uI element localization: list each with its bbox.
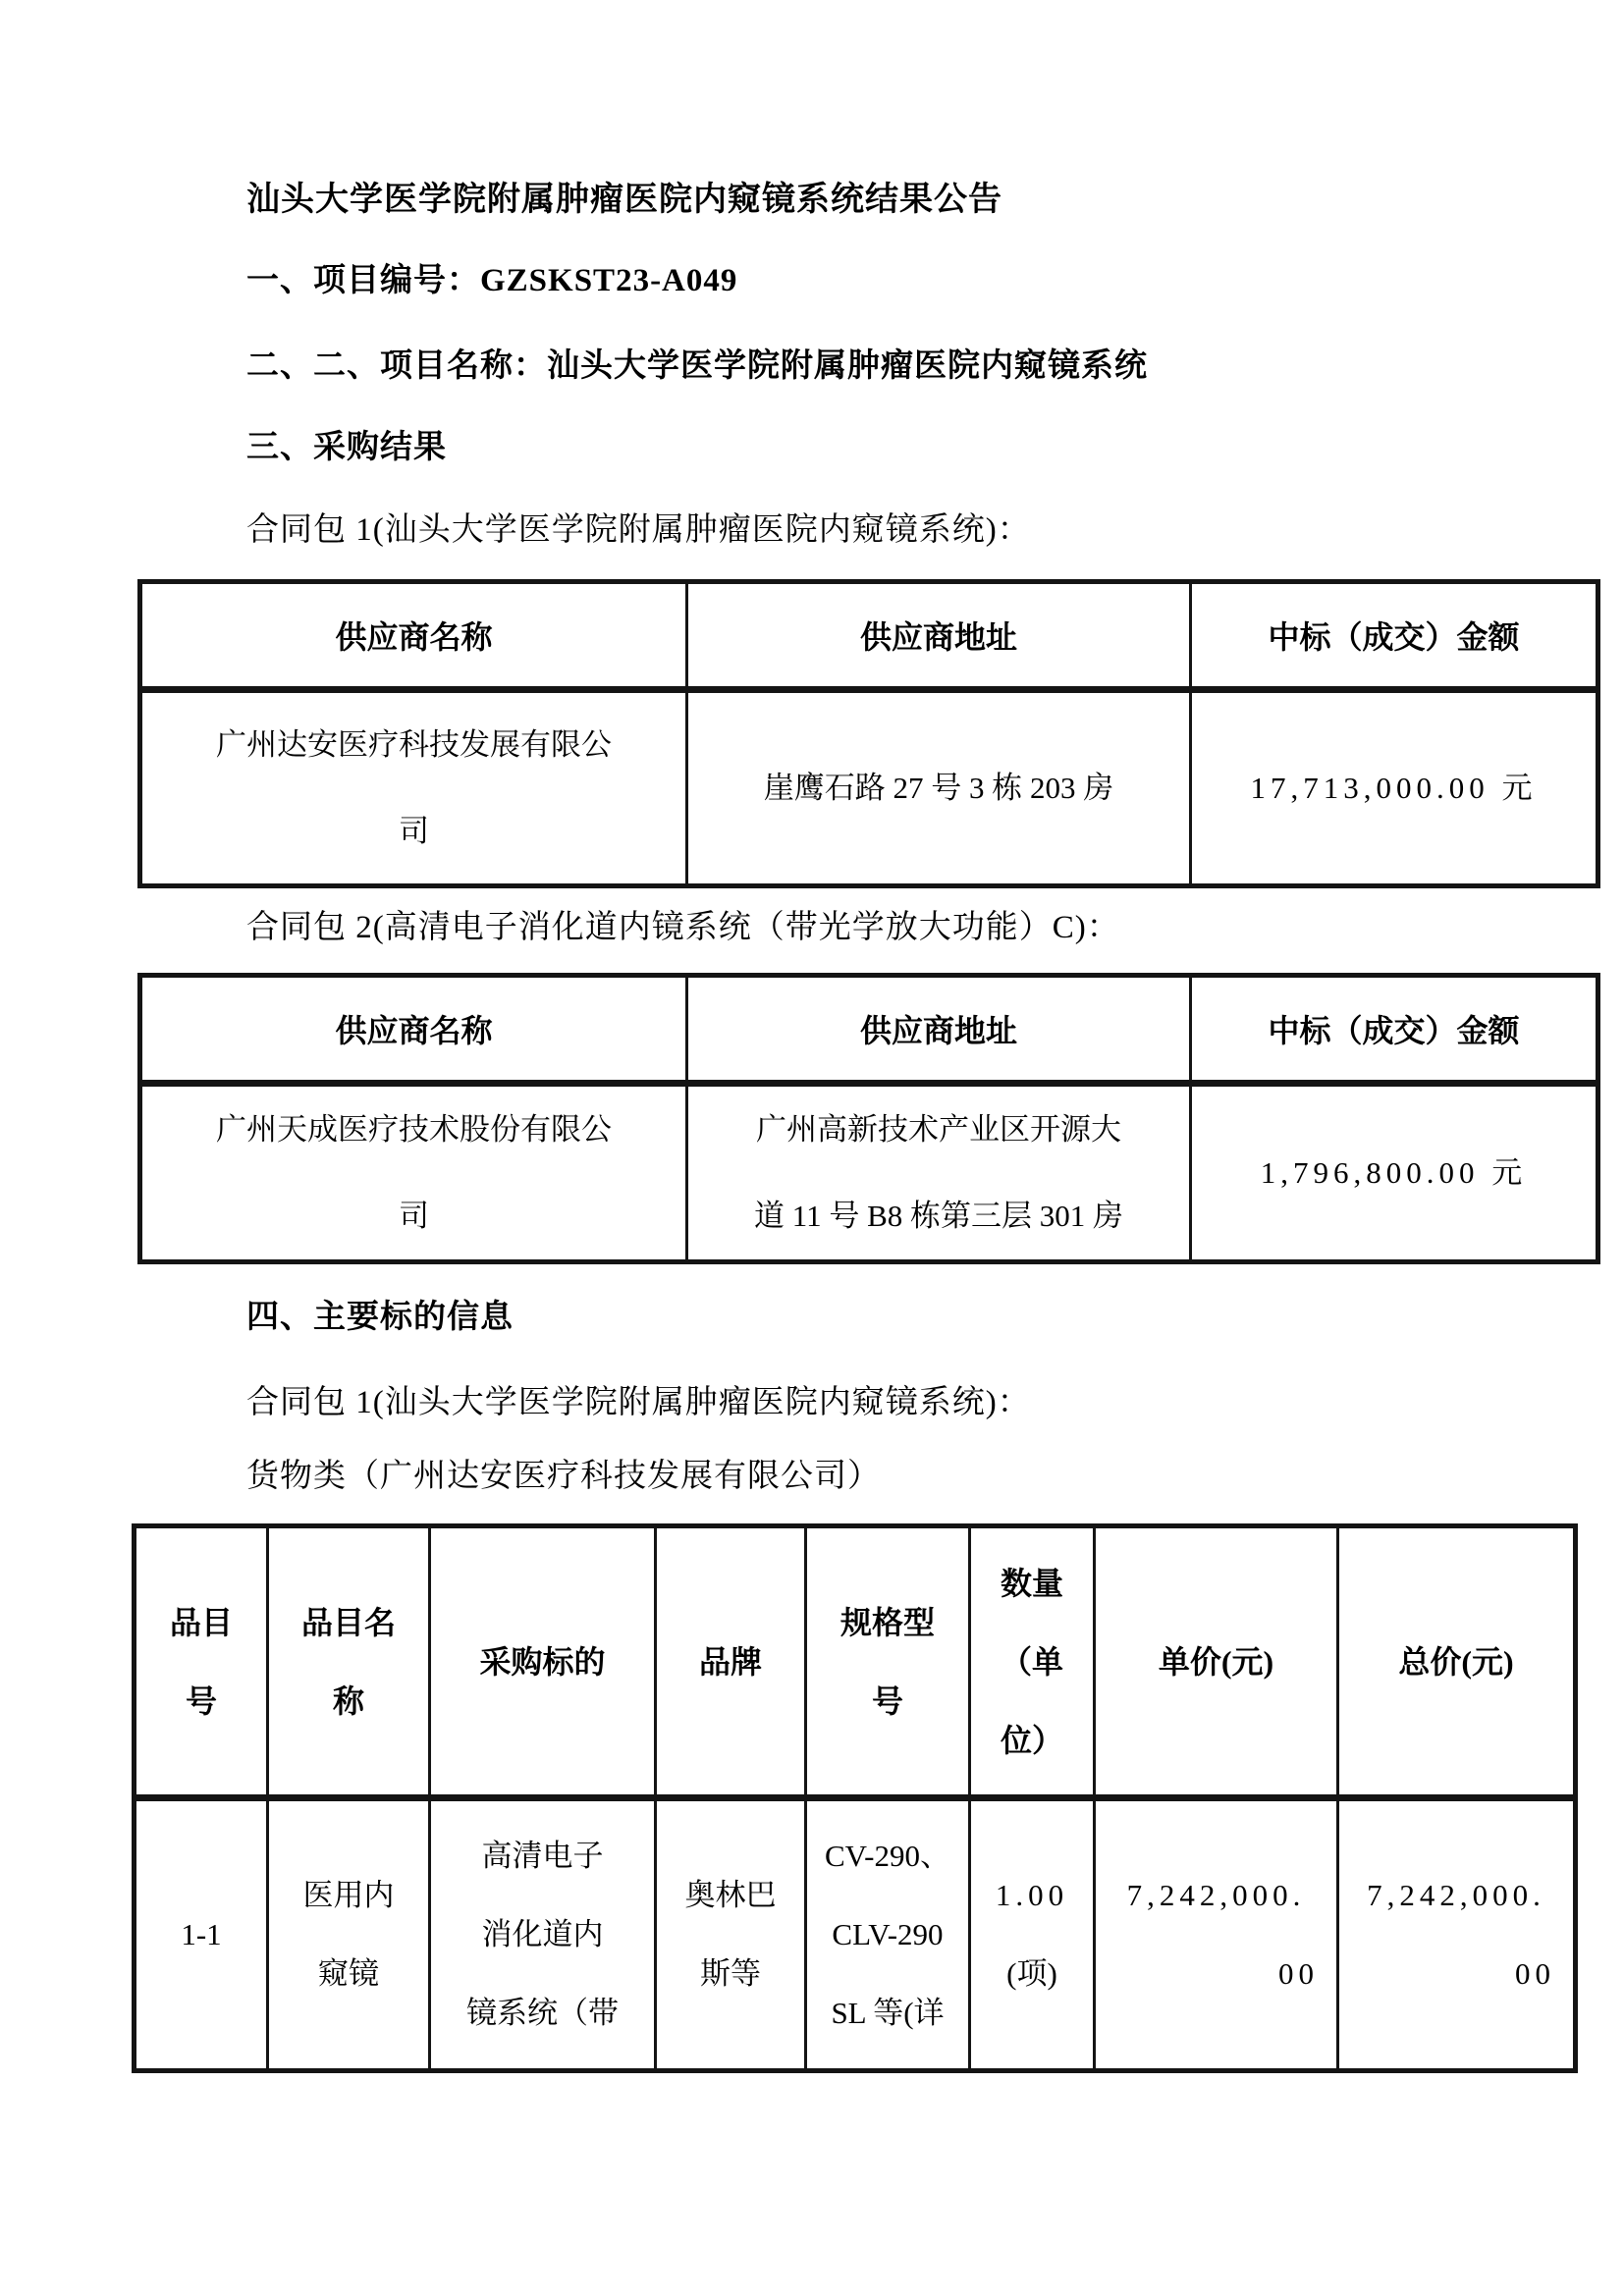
header-item-name: 品目名 称: [268, 1526, 430, 1798]
total-price-cell: 7,242,000. 00: [1338, 1798, 1576, 2071]
item-no-cell: 1-1: [135, 1798, 268, 2071]
header-brand: 品牌: [656, 1526, 806, 1798]
header-award-amount: 中标（成交）金额: [1191, 582, 1598, 690]
project-number-line: 一、项目编号：GZSKST23-A049: [246, 263, 738, 298]
header-award-amount: 中标（成交）金额: [1191, 976, 1598, 1084]
header-spec-model: 规格型 号: [806, 1526, 970, 1798]
main-bid-info-heading: 四、主要标的信息: [246, 1300, 514, 1335]
procurement-subject-cell: 高清电子 消化道内 镜系统（带: [430, 1798, 656, 2071]
goods-class-label: 货物类（广州达安医疗科技发展有限公司）: [246, 1459, 881, 1494]
result-table-package2: [137, 973, 1600, 1264]
package1-label-repeat: 合同包 1(汕头大学医学院附属肿瘤医院内窥镜系统)：: [246, 1385, 1031, 1420]
spec-model-cell: CV-290、 CLV-290 SL 等(详: [806, 1798, 970, 2071]
header-supplier-address: 供应商地址: [687, 976, 1191, 1084]
table-row: [140, 1084, 1598, 1262]
items-table: [132, 1523, 1578, 2073]
project-name-line: 二、二、项目名称：汕头大学医学院附属肿瘤医院内窥镜系统: [246, 348, 1148, 384]
header-supplier-name: 供应商名称: [140, 976, 687, 1084]
header-unit-price: 单价(元): [1095, 1526, 1338, 1798]
table-header-row: [140, 582, 1598, 690]
procurement-result-heading: 三、采购结果: [246, 430, 447, 465]
item-name-cell: 医用内 窥镜: [268, 1798, 430, 2071]
items-header-row: [135, 1526, 1576, 1798]
supplier-address-cell: 广州高新技术产业区开源大 道 11 号 B8 栋第三层 301 房: [687, 1084, 1191, 1262]
package1-label: 合同包 1(汕头大学医学院附属肿瘤医院内窥镜系统)：: [246, 512, 1031, 548]
award-amount-cell: 1,796,800.00 元: [1191, 1084, 1598, 1262]
supplier-name-cell: 广州天成医疗技术股份有限公 司: [140, 1084, 687, 1262]
page-title: 汕头大学医学院附属肿瘤医院内窥镜系统结果公告: [246, 182, 1002, 218]
supplier-address-cell: 崖鹰石路 27 号 3 栋 203 房: [687, 690, 1191, 886]
items-row: [135, 1798, 1576, 2071]
header-item-no: 品目 号: [135, 1526, 268, 1798]
package2-label: 合同包 2(高清电子消化道内镜系统（带光学放大功能）C)：: [246, 910, 1120, 945]
supplier-name-cell: 广州达安医疗科技发展有限公 司: [140, 690, 687, 886]
header-supplier-name: 供应商名称: [140, 582, 687, 690]
unit-price-cell: 7,242,000. 00: [1095, 1798, 1338, 2071]
table-header-row: [140, 976, 1598, 1084]
header-supplier-address: 供应商地址: [687, 582, 1191, 690]
table-row: [140, 690, 1598, 886]
brand-cell: 奥林巴 斯等: [656, 1798, 806, 2071]
header-total-price: 总价(元): [1338, 1526, 1576, 1798]
award-amount-cell: 17,713,000.00 元: [1191, 690, 1598, 886]
header-procurement-subject: 采购标的: [430, 1526, 656, 1798]
quantity-unit-cell: 1.00 (项): [970, 1798, 1095, 2071]
result-table-package1: [137, 579, 1600, 888]
header-quantity-unit: 数量 （单 位）: [970, 1526, 1095, 1798]
